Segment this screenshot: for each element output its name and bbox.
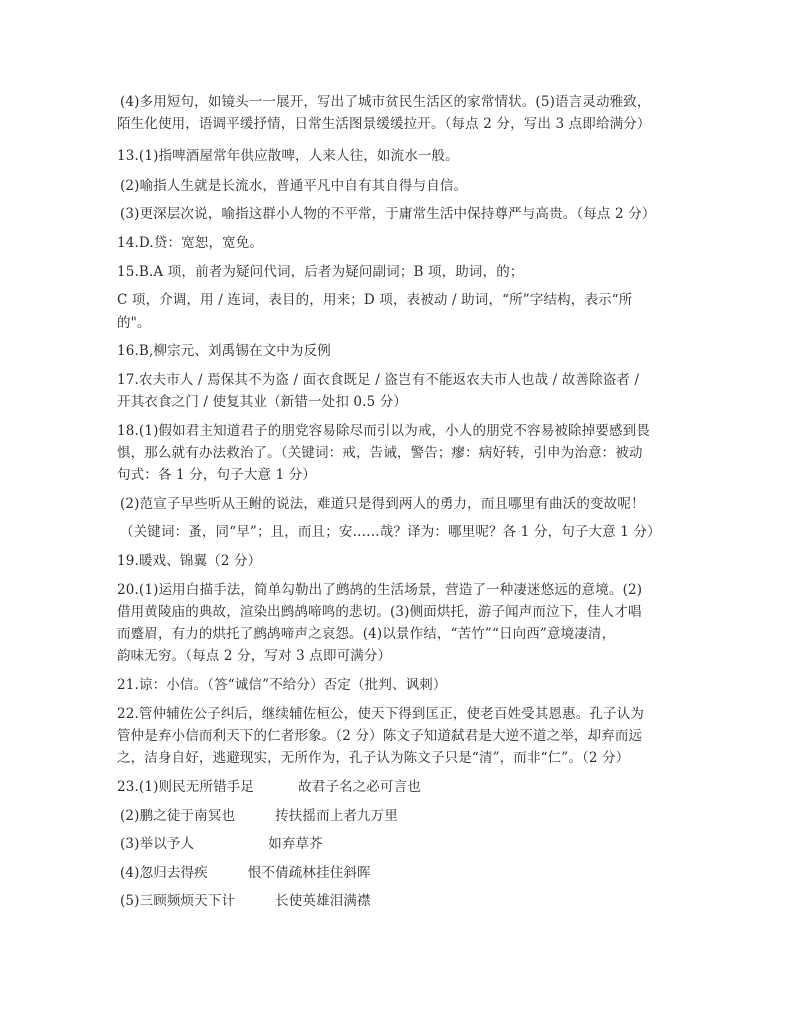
text-line: 韵味无穷。（每点 2 分，写对 3 点即可满分） (117, 648, 392, 664)
recitation-second-half: 抟扶摇而上者九万里 (275, 808, 398, 824)
recitation-row (120, 806, 398, 826)
recitation-first-half: (2)鹏之徒于南冥也 (120, 808, 236, 824)
text-line: (2)喻指人生就是长流水，普通平凡中自有其自得与自信。 (120, 178, 468, 194)
recitation-second-half: 恨不倩疏林挂住斜晖 (247, 865, 371, 881)
text-line: 而蹙眉，有力的烘托了鹧鸪啼声之哀怨。(4)以景作结，“苦竹”“日向西”意境凄清， (117, 626, 616, 642)
text-line: (2)范宣子早些听从王鲋的说法，难道只是得到两人的勇力，而且哪里有曲沃的变故呢！ (120, 496, 645, 512)
text-line: 18.(1)假如君主知道君子的朋党容易除尽而引以为戒，小人的朋党不容易被除掉要感到畏 (117, 423, 650, 439)
recitation-second-half: 长使英雄泪满襟 (275, 893, 371, 909)
recitation-first-half: (4)忽归去得疾 (120, 865, 208, 881)
recitation-first-half: (3)举以予人 (120, 836, 195, 852)
text-line: 16.B,柳宗元、刘禹锡在文中为反例 (117, 343, 331, 359)
text-line: 21.谅：小信。（答“诚信”不给分）否定（批判、讽刺） (117, 677, 447, 693)
text-line: C 项，介调，用 / 连词，表目的，用来；D 项，表被动 / 助词，“所”字结构，表示“所 (117, 292, 633, 308)
text-line: (4)多用短句，如镜头一一展开，写出了城市贫民生活区的家常情状。(5)语言灵动雅致， (120, 94, 651, 110)
recitation-row (120, 834, 323, 854)
text-line: 15.B.A 项，前者为疑问代词，后者为疑问副词；B 项，助词，的； (117, 264, 524, 280)
recitation-second-half: 故君子名之必可言也 (298, 779, 421, 795)
text-line: 的"。 (117, 315, 151, 331)
text-line: 陌生化使用，语调平缓抒情，日常生活图景缓缓拉开。（每点 2 分，写出 3 点即给满分） (117, 116, 651, 132)
text-line: （关键词：蚤，同“早”；且，而且；安……哉？译为：哪里呢？各 1 分，句子大意 1 分） (120, 524, 661, 540)
text-line: 管仲是弃小信而利天下的仁者形象。（2 分）陈文子知道弑君是大逆不道之举，却弃而远 (117, 728, 643, 744)
text-line: 借用黄陵庙的典故，渲染出鹧鸪啼鸣的悲切。(3)侧面烘托，游子闻声而泣下，佳人才唱 (117, 604, 642, 620)
recitation-first-half: (5)三顾频烦天下计 (120, 893, 236, 909)
text-line: 13.(1)指啤酒屋常年供应散啤，人来人往，如流水一般。 (117, 148, 459, 164)
recitation-row (120, 863, 371, 883)
text-line: 之，洁身自好，逃避现实，无所作为，孔子认为陈文子只是“清”，而非“仁”。（2 分） (117, 750, 630, 766)
text-line: (3)更深层次说，喻指这群小人物的不平常，于庸常生活中保持尊严与高贵。（每点 2 分） (120, 206, 656, 222)
text-line: 句式：各 1 分，句子大意 1 分） (117, 467, 317, 483)
text-line: 开其衣食之门 / 使复其业（新错一处扣 0.5 分） (117, 394, 408, 410)
recitation-row (117, 777, 421, 797)
text-line: 14.D.贷：宽恕，宽免。 (117, 235, 264, 251)
text-line: 20.(1)运用白描手法，简单勾勒出了鹧鸪的生活场景，营造了一种凄迷悠远的意境。(2) (117, 582, 643, 598)
recitation-second-half: 如弃草芥 (268, 836, 323, 852)
text-line: 22.管仲辅佐公子纠后，继续辅佐桓公，使天下得到匡正，使老百姓受其恩惠。孔子认为 (117, 706, 644, 722)
text-line: 17.农夫市人 / 焉保其不为盗 / 面衣食既足 / 盗岂有不能返农夫市人也哉 / 故善除盗者 / (117, 372, 640, 388)
text-line: 惧，那么就有办法救治了。（关键词：戒，告诫，警告；瘳：病好转，引申为治意：被动 (117, 445, 643, 461)
recitation-row (120, 891, 371, 911)
recitation-first-half: 23.(1)则民无所错手足 (117, 779, 255, 795)
text-line: 19.暖戏、锦翼（2 分） (117, 553, 262, 569)
